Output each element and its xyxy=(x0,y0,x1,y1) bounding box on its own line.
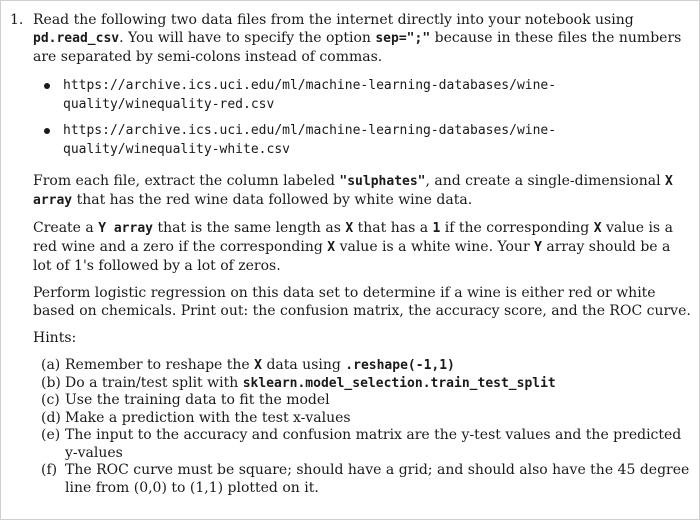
question-number: 1. xyxy=(10,12,24,28)
hint-item xyxy=(33,392,692,410)
reshape-code: .reshape(-1,1) xyxy=(345,358,455,373)
hint-label: (f) xyxy=(41,462,58,478)
x-code: X xyxy=(345,221,354,236)
sulphates-code: "sulphates" xyxy=(339,174,426,189)
hint-item xyxy=(33,357,692,375)
hints-list xyxy=(33,357,692,497)
y-array-code: Y array xyxy=(98,221,153,236)
intro-text-1: Read the following two data files from the internet directly into your notebook using xyxy=(33,12,634,28)
hint-item xyxy=(33,375,692,393)
create-paragraph xyxy=(33,219,692,275)
hint-item xyxy=(33,462,692,497)
x-code: X xyxy=(593,221,602,236)
url-item-red xyxy=(33,76,692,114)
x-array-code: X array xyxy=(33,174,673,208)
one-code: 1 xyxy=(432,221,441,236)
hint-text: Do a train/test split with xyxy=(65,374,243,391)
url-red-wine[interactable]: https://archive.ics.uci.edu/ml/machine-learning-databases/wine-quality/winequality-red.csv xyxy=(63,78,557,112)
hint-text: Make a prediction with the test x-values xyxy=(65,409,351,426)
extract-text-1: From each file, extract the column labeled xyxy=(33,173,340,189)
hint-label: (c) xyxy=(41,392,60,408)
hint-text: data using xyxy=(262,357,346,373)
intro-text-2: . You will have to specify the option xyxy=(119,30,376,46)
extract-text-3: that has the red wine data followed by white wine data. xyxy=(72,192,473,208)
sep-option-code: sep=";" xyxy=(375,31,431,46)
y-code: Y xyxy=(534,240,542,255)
hint-text: The ROC curve must be square; should have a grid; and should also have the 45 degree line from (0,0) to (1,1) plotted on it. xyxy=(65,462,690,496)
create-text-3: that has a xyxy=(353,220,433,236)
create-text-1: Create a xyxy=(33,220,99,236)
create-text-7: array should be a lot of 1's followed by a lot of zeros. xyxy=(33,239,671,274)
hints-heading: Hints: xyxy=(33,330,77,346)
url-item-white xyxy=(33,121,692,159)
url-list xyxy=(33,76,692,159)
hint-label: (b) xyxy=(41,374,61,391)
create-text-5: value is a red wine and a zero if the corresponding xyxy=(33,220,673,255)
hint-item xyxy=(33,410,692,428)
train-test-split-code: sklearn.model_selection.train_test_split xyxy=(242,375,556,391)
hint-text: Remember to reshape the xyxy=(65,357,255,373)
hint-item xyxy=(33,427,692,462)
x-code: X xyxy=(327,240,336,255)
hint-label: (d) xyxy=(41,409,61,426)
create-text-6: value is a white wine. Your xyxy=(335,239,535,255)
question-body xyxy=(33,11,692,497)
hint-text: Use the training data to fit the model xyxy=(65,392,330,408)
bullet-icon xyxy=(44,83,50,89)
hint-label: (a) xyxy=(41,357,61,373)
extract-paragraph xyxy=(33,172,692,210)
hint-text: The input to the accuracy and confusion matrix are the y-test values and the predicted y-values xyxy=(65,427,682,461)
x-code: X xyxy=(254,358,262,373)
extract-text-2: , and create a single-dimensional xyxy=(425,173,666,189)
create-text-4: if the corresponding xyxy=(440,220,594,236)
intro-text-3: because in these files the numbers are separated by semi-colons instead of commas. xyxy=(33,30,682,65)
intro-paragraph xyxy=(33,11,692,66)
hint-label: (e) xyxy=(41,427,61,443)
create-text-2: that is the same length as xyxy=(153,220,346,236)
question-item xyxy=(10,11,692,497)
read-csv-code: pd.read_csv xyxy=(33,31,120,46)
bullet-icon xyxy=(44,128,50,134)
perform-paragraph: Perform logistic regression on this data set to determine if a wine is either red or white based on chemicals. Print out: the confusion matrix, the accuracy score, and the ROC curve. xyxy=(33,285,691,319)
url-white-wine[interactable]: https://archive.ics.uci.edu/ml/machine-learning-databases/wine-quality/winequality-white.csv xyxy=(63,123,557,157)
